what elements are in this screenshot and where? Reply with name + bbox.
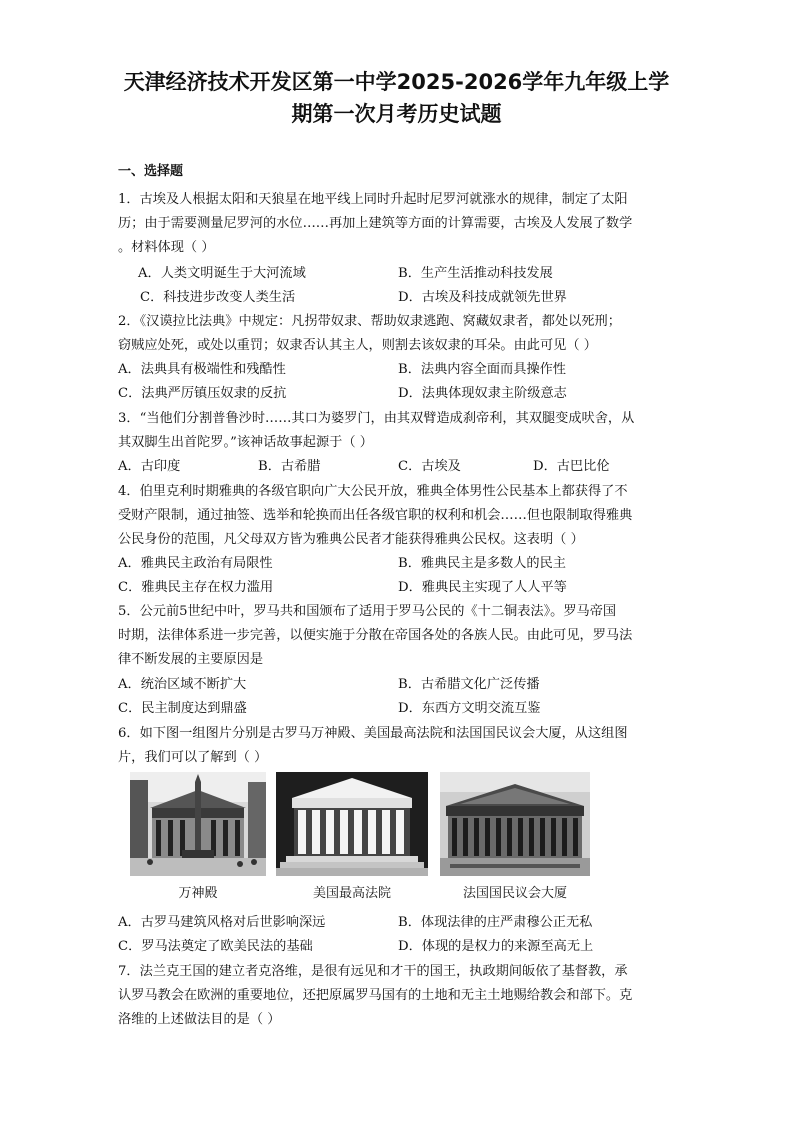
option-a[interactable]: A．古罗马建筑风格对后世影响深远 (118, 915, 326, 930)
option-b[interactable]: B．生产生活推动科技发展 (398, 266, 553, 281)
option-d[interactable]: D．雅典民主实现了人人平等 (398, 580, 567, 595)
question-line: 受财产限制，通过抽签、选举和轮换而出任各级官职的权利和机会……但也限制取得雅典 (118, 508, 633, 523)
option-a[interactable]: A．古印度 (118, 459, 181, 474)
question-line: 3．“当他们分割普鲁沙时……其口为婆罗门，由其双臂造成刹帝利，其双腿变成吠舍，从 (118, 411, 635, 426)
question-2-stem (118, 310, 678, 358)
question-line: 片，我们可以了解到（ ） (118, 750, 268, 765)
question-line: 其双脚生出首陀罗。”该神话故事起源于（ ） (118, 435, 373, 450)
option-a[interactable]: A．法典具有极端性和残酷性 (118, 362, 286, 377)
option-b[interactable]: B．古希腊文化广泛传播 (398, 677, 540, 692)
option-b[interactable]: B．古希腊 (258, 459, 321, 474)
question-line: 时期，法律体系进一步完善，以便实施于分散在帝国各处的各族人民。由此可见，罗马法 (118, 628, 633, 643)
caption-national-assembly: 法国国民议会大厦 (462, 886, 567, 901)
option-c[interactable]: C．古埃及 (398, 459, 461, 474)
question-line: 4．伯里克利时期雅典的各级官职向广大公民开放，雅典全体男性公民基本上都获得了不 (118, 484, 628, 499)
question-line: 1．古埃及人根据太阳和天狼星在地平线上同时升起时尼罗河就涨水的规律，制定了太阳 (118, 192, 628, 207)
option-d[interactable]: D．古埃及科技成就领先世界 (398, 290, 567, 305)
option-a[interactable]: A．雅典民主政治有局限性 (118, 556, 273, 571)
question-line: 。材料体现（ ） (118, 240, 215, 255)
option-d[interactable]: D．东西方文明交流互鉴 (398, 701, 541, 716)
question-4-stem (118, 480, 678, 552)
option-d[interactable]: D．古巴比伦 (533, 459, 610, 474)
option-d[interactable]: D．法典体现奴隶主阶级意志 (398, 386, 567, 401)
question-6-stem (118, 722, 678, 770)
option-b[interactable]: B．法典内容全面而具操作性 (398, 362, 566, 377)
option-b[interactable]: B．雅典民主是多数人的民主 (398, 556, 566, 571)
supreme-court-image (276, 772, 428, 876)
question-line: 认罗马教会在欧洲的重要地位，还把原属罗马国有的土地和无主土地赐给教会和部下。克 (118, 988, 633, 1003)
question-line: 窃贼应处死，或处以重罚；奴隶否认其主人，则割去该奴隶的耳朵。由此可见（ ） (118, 338, 597, 353)
option-c[interactable]: C．雅典民主存在权力滥用 (118, 580, 274, 595)
building-figures (130, 772, 590, 910)
option-c[interactable]: C．法典严厉镇压奴隶的反抗 (118, 386, 287, 401)
question-1-stem (118, 188, 678, 260)
option-b[interactable]: B．体现法律的庄严肃穆公正无私 (398, 915, 593, 930)
question-line: 5．公元前5世纪中叶，罗马共和国颁布了适用于罗马公民的《十二铜表法》。罗马帝国 (118, 604, 617, 619)
question-5-stem (118, 600, 678, 672)
question-line: 历；由于需要测量尼罗河的水位……再加上建筑等方面的计算需要，古埃及人发展了数学 (118, 216, 633, 231)
option-d[interactable]: D．体现的是权力的来源至高无上 (398, 939, 594, 954)
section-heading: 一、选择题 (118, 164, 184, 179)
pantheon-image (130, 772, 266, 876)
question-7-stem (118, 960, 678, 1032)
title-line-1: 天津经济技术开发区第一中学2025-2026学年九年级上学 (123, 70, 670, 94)
option-c[interactable]: C．科技进步改变人类生活 (140, 290, 296, 305)
question-3-stem (118, 407, 678, 455)
option-c[interactable]: C．罗马法奠定了欧美民法的基础 (118, 939, 313, 954)
title-line-2: 期第一次月考历史试题 (291, 102, 502, 126)
caption-pantheon: 万神殿 (178, 886, 218, 901)
option-c[interactable]: C．民主制度达到鼎盛 (118, 701, 247, 716)
question-line: 7．法兰克王国的建立者克洛维，是很有远见和才干的国王，执政期间皈依了基督教，承 (118, 964, 628, 979)
option-a[interactable]: A．统治区域不断扩大 (118, 677, 247, 692)
question-line: 2．《汉谟拉比法典》中规定：凡拐带奴隶、帮助奴隶逃跑、窝藏奴隶者，都处以死刑； (118, 314, 621, 329)
question-line: 律不断发展的主要原因是 (118, 652, 264, 667)
question-line: 6．如下图一组图片分别是古罗马万神殿、美国最高法院和法国国民议会大厦，从这组图 (118, 726, 628, 741)
question-line: 洛维的上述做法目的是（ ） (118, 1012, 281, 1027)
question-line: 公民身份的范围，凡父母双方皆为雅典公民者才能获得雅典公民权。这表明（ ） (118, 532, 584, 547)
caption-supreme-court: 美国最高法院 (312, 886, 391, 901)
page-title (100, 66, 693, 130)
option-a[interactable]: A．人类文明诞生于大河流域 (138, 266, 306, 281)
national-assembly-image (440, 772, 590, 876)
